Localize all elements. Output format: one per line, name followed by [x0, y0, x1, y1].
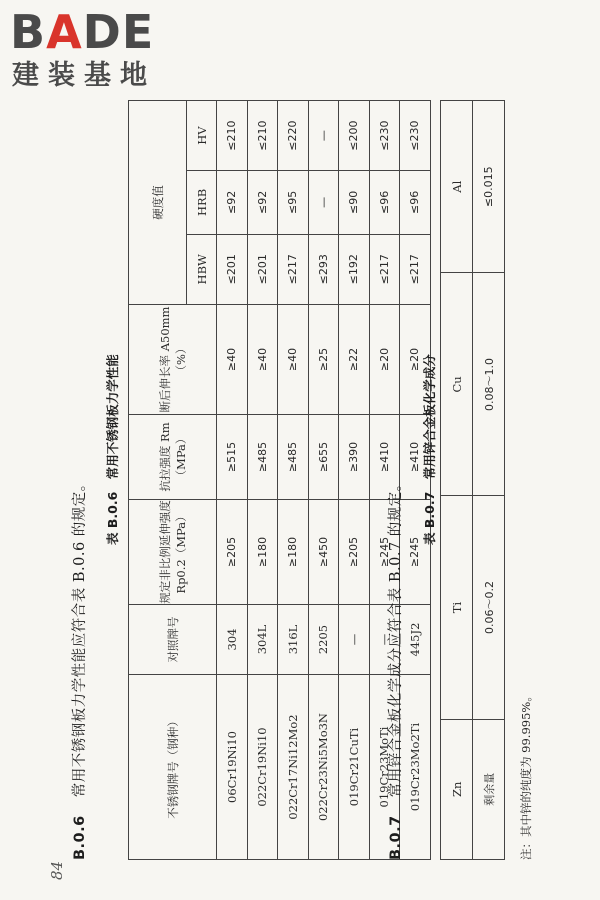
- header-reference: 对照牌号: [129, 605, 217, 675]
- cell-al: ≤0.015: [473, 101, 505, 273]
- cell-grade: 06Cr19Ni10: [217, 675, 248, 860]
- header-hrb: HRB: [187, 171, 217, 234]
- cell-tensile: ≥515: [217, 415, 248, 500]
- cell-hbw: ≤192: [339, 234, 370, 304]
- cell-ref: 2205: [308, 605, 339, 675]
- cell-yield: ≥205: [217, 500, 248, 605]
- cell-yield: ≥245: [369, 500, 400, 605]
- section-b07-heading: [384, 476, 405, 860]
- section-text: 常用不锈钢板力学性能应符合表 B.0.6 的规定。: [72, 476, 88, 798]
- cell-hbw: ≤293: [308, 234, 339, 304]
- section-text: 常用锌合金板化学成分应符合表 B.0.7 的规定。: [388, 476, 404, 798]
- cell-ref: 445J2: [400, 605, 431, 675]
- cell-elongation: ≥22: [339, 305, 370, 415]
- cell-hrb: ≤90: [339, 171, 370, 234]
- bade-logo: [10, 6, 185, 96]
- header-tensile: 抗拉强度 Rm（MPa）: [129, 415, 217, 500]
- cell-hrb: ≤96: [400, 171, 431, 234]
- cell-hbw: ≤201: [247, 234, 278, 304]
- cell-tensile: ≥485: [278, 415, 309, 500]
- header-al: Al: [441, 101, 473, 273]
- cell-elongation: ≥20: [400, 305, 431, 415]
- cell-tensile: ≥390: [339, 415, 370, 500]
- cell-hv: ≤220: [278, 101, 309, 171]
- page-number: 84: [48, 860, 66, 880]
- cell-hrb: ≤95: [278, 171, 309, 234]
- cell-hbw: ≤217: [400, 234, 431, 304]
- cell-ref: —: [369, 605, 400, 675]
- cell-elongation: ≥25: [308, 305, 339, 415]
- table-row: [339, 101, 370, 860]
- table-note: 注：其中锌的纯度为 99.995%。: [519, 690, 533, 860]
- cell-hbw: ≤217: [369, 234, 400, 304]
- cell-yield: ≥180: [247, 500, 278, 605]
- header-hv: HV: [187, 101, 217, 171]
- cell-ref: 304: [217, 605, 248, 675]
- cell-hv: ≤230: [369, 101, 400, 171]
- cell-yield: ≥450: [308, 500, 339, 605]
- cell-yield: ≥245: [400, 500, 431, 605]
- section-number: B.0.7: [388, 815, 404, 860]
- table-row: [278, 101, 309, 860]
- logo-subtitle: 建装基地: [12, 60, 156, 91]
- header-elongation: 断后伸长率 A50mm（%）: [129, 305, 217, 415]
- cell-hrb: —: [308, 171, 339, 234]
- cell-hbw: ≤217: [278, 234, 309, 304]
- cell-hv: ≤210: [217, 101, 248, 171]
- header-hardness: 硬度值: [129, 101, 187, 305]
- cell-hv: ≤210: [247, 101, 278, 171]
- cell-grade: 019Cr23Mo2Ti: [400, 675, 431, 860]
- cell-ref: 316L: [278, 605, 309, 675]
- cell-tensile: ≥410: [369, 415, 400, 500]
- cell-elongation: ≥20: [369, 305, 400, 415]
- logo-wordmark: BADE: [10, 5, 155, 59]
- cell-hv: —: [308, 101, 339, 171]
- cell-hv: ≤230: [400, 101, 431, 171]
- header-hbw: HBW: [187, 234, 217, 304]
- cell-grade: 019Cr23MoTi: [369, 675, 400, 860]
- section-number: B.0.6: [72, 815, 88, 860]
- cell-grade: 022Cr19Ni10: [247, 675, 278, 860]
- header-grade: 不锈钢牌号（钢种）: [129, 675, 217, 860]
- zinc-alloy-composition-table: [440, 100, 505, 860]
- cell-hrb: ≤96: [369, 171, 400, 234]
- table-row: [473, 101, 505, 860]
- cell-tensile: ≥410: [400, 415, 431, 500]
- cell-elongation: ≥40: [247, 305, 278, 415]
- cell-hrb: ≤92: [217, 171, 248, 234]
- cell-zn: 剩余量: [473, 719, 505, 859]
- section-b06-heading: [68, 476, 89, 860]
- table-row: [247, 101, 278, 860]
- cell-grade: 022Cr17Ni12Mo2: [278, 675, 309, 860]
- cell-hv: ≤200: [339, 101, 370, 171]
- cell-ref: —: [339, 605, 370, 675]
- cell-ti: 0.06～0.2: [473, 496, 505, 719]
- cell-grade: 022Cr23Ni5Mo3N: [308, 675, 339, 860]
- cell-ref: 304L: [247, 605, 278, 675]
- table-row: [308, 101, 339, 860]
- header-cu: Cu: [441, 273, 473, 496]
- cell-grade: 019Cr21CuTi: [339, 675, 370, 860]
- cell-tensile: ≥485: [247, 415, 278, 500]
- cell-hrb: ≤92: [247, 171, 278, 234]
- cell-hbw: ≤201: [217, 234, 248, 304]
- rotated-document-page: [40, 100, 600, 880]
- cell-elongation: ≥40: [217, 305, 248, 415]
- cell-elongation: ≥40: [278, 305, 309, 415]
- cell-yield: ≥180: [278, 500, 309, 605]
- table-b06-caption: 表 B.0.6 常用不锈钢板力学性能: [105, 354, 120, 545]
- header-yield: 规定非比例延伸强度 Rp0.2（MPa）: [129, 500, 217, 605]
- table-row: [217, 101, 248, 860]
- cell-tensile: ≥655: [308, 415, 339, 500]
- cell-yield: ≥205: [339, 500, 370, 605]
- header-ti: Ti: [441, 496, 473, 719]
- header-zn: Zn: [441, 719, 473, 859]
- cell-cu: 0.08～1.0: [473, 273, 505, 496]
- table-b07-caption: 表 B.0.7 常用锌合金板化学成分: [422, 354, 437, 545]
